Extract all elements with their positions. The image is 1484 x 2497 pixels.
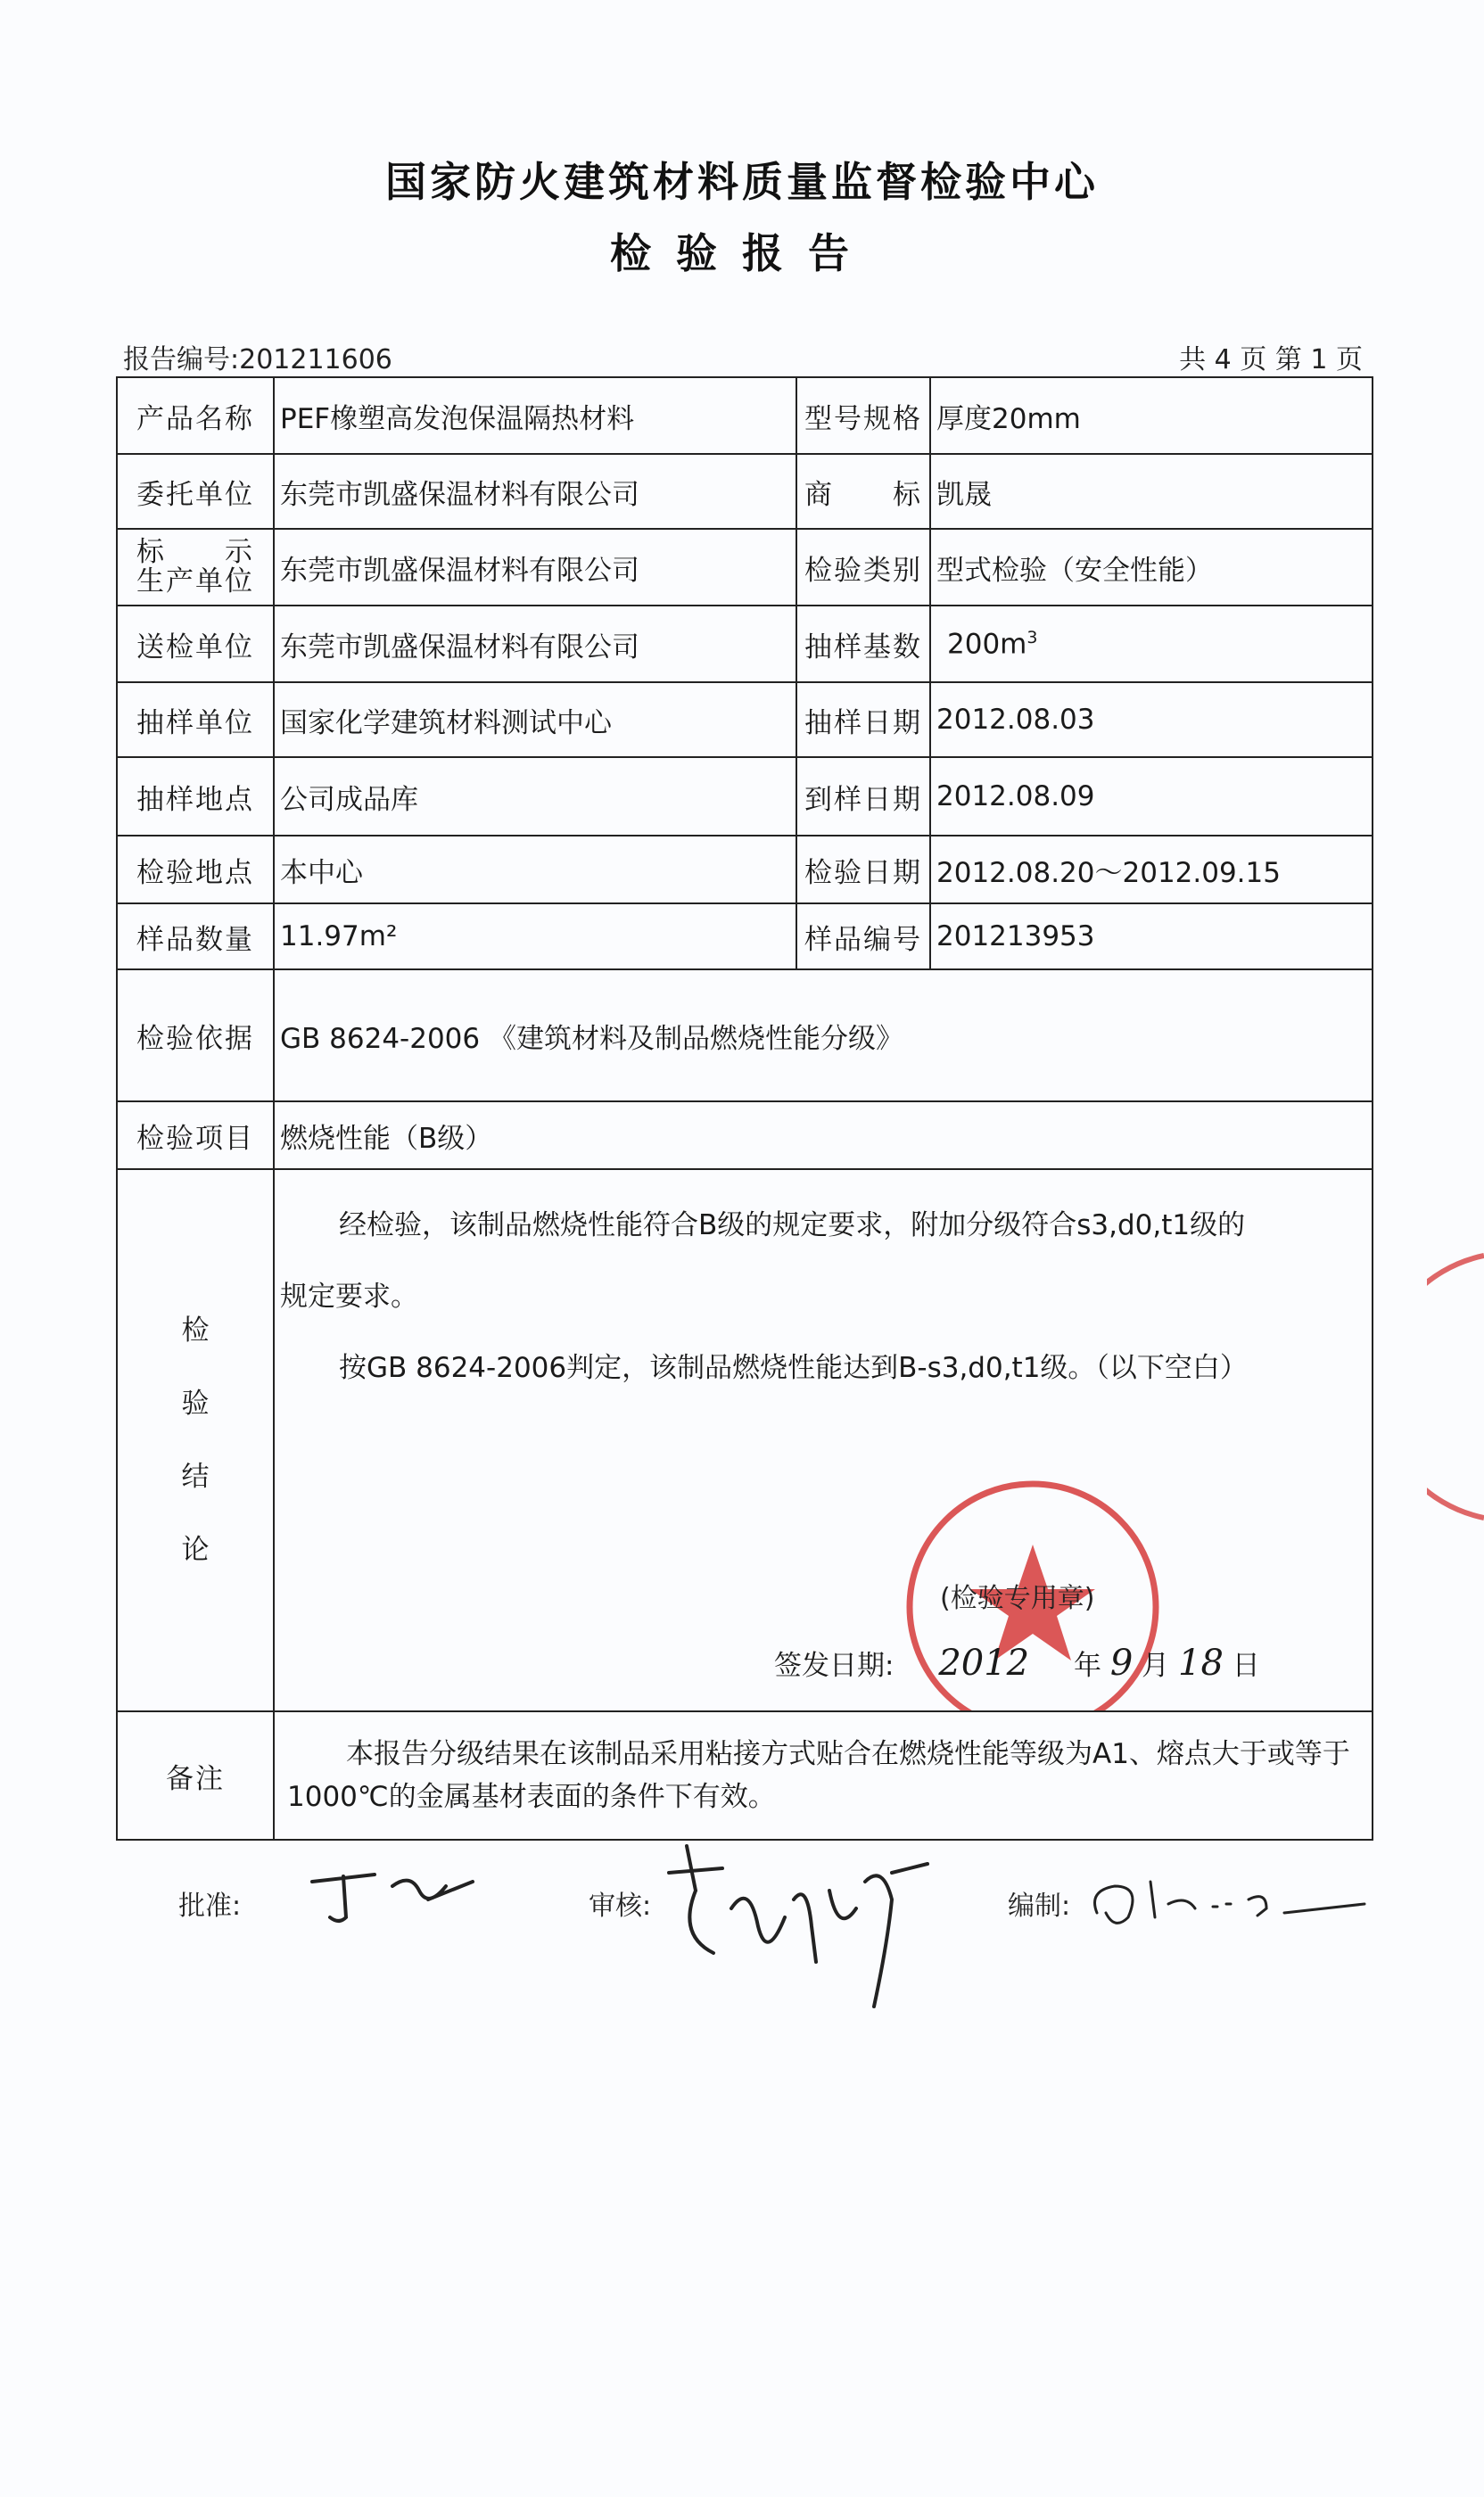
issue-day: 18 (1178, 1643, 1224, 1684)
table-row (117, 682, 1373, 757)
table-row (117, 903, 1373, 969)
inspection-date-value: 2012.08.20～2012.09.15 (930, 836, 1373, 903)
issue-date-label: 签发日期: (774, 1650, 895, 1682)
issue-day-char: 日 (1232, 1650, 1260, 1682)
review-label: 审核: (589, 1891, 652, 1922)
compile-signature (1079, 1864, 1373, 1935)
items-value: 燃烧性能（B级） (274, 1101, 1373, 1169)
conclusion-label-char: 检 (181, 1314, 210, 1347)
table-row (117, 1101, 1373, 1169)
conclusion-content (275, 1170, 1372, 1711)
table-row (117, 454, 1373, 529)
remarks-body (274, 1711, 1373, 1840)
manufacturer-label (117, 529, 274, 606)
conclusion-label (117, 1169, 274, 1711)
approve-signature (294, 1855, 491, 1935)
product-name-label: 产品名称 (117, 377, 274, 454)
table-row (117, 757, 1373, 836)
conclusion-label-char: 结 (181, 1461, 210, 1493)
report-number (123, 337, 392, 376)
conclusion-row (117, 1169, 1373, 1711)
report-number-label: 报告编号: (123, 344, 240, 375)
inspection-place-value: 本中心 (274, 836, 796, 903)
manufacturer-label-line1: 标 示 (136, 536, 254, 569)
table-row (117, 836, 1373, 903)
model-value: 厚度20mm (930, 377, 1373, 454)
sample-no-label: 样品编号 (796, 903, 930, 969)
remarks-text: 本报告分级结果在该制品采用粘接方式贴合在燃烧性能等级为A1、熔点大于或等于1000℃的金属基材表面的条件下有效。 (287, 1738, 1350, 1813)
model-label: 型号规格 (796, 377, 930, 454)
table-row (117, 969, 1373, 1101)
report-table (116, 376, 1373, 1841)
submitter-label: 送检单位 (117, 606, 274, 682)
seal-note: (检验专用章) (940, 1583, 1095, 1614)
approve-label: 批准: (178, 1891, 242, 1922)
arrival-date-label: 到样日期 (796, 757, 930, 836)
issue-year: 2012 (938, 1643, 1030, 1684)
trademark-value: 凯晟 (930, 454, 1373, 529)
table-row (117, 377, 1373, 454)
product-name-value: PEF橡塑高发泡保温隔热材料 (274, 377, 796, 454)
conclusion-line-2: 规定要求。 (280, 1281, 418, 1313)
arrival-date-value: 2012.08.09 (930, 757, 1373, 836)
sample-base-label: 抽样基数 (796, 606, 930, 682)
review-signature (660, 1828, 936, 2033)
sample-base-value (930, 606, 1373, 682)
sampling-place-value: 公司成品库 (274, 757, 796, 836)
submitter-value: 东莞市凯盛保温材料有限公司 (274, 606, 796, 682)
conclusion-label-char: 验 (181, 1388, 210, 1420)
items-label: 检验项目 (117, 1101, 274, 1169)
conclusion-body (274, 1169, 1373, 1711)
sample-base-number: 200m (947, 628, 1027, 661)
manufacturer-value: 东莞市凯盛保温材料有限公司 (274, 529, 796, 606)
sample-qty-label: 样品数量 (117, 903, 274, 969)
inspection-type-label: 检验类别 (796, 529, 930, 606)
sampler-value: 国家化学建筑材料测试中心 (274, 682, 796, 757)
sampling-place-label: 抽样地点 (117, 757, 274, 836)
remarks-label: 备注 (117, 1711, 274, 1840)
conclusion-label-char: 论 (181, 1534, 210, 1566)
conclusion-line-3: 按GB 8624-2006判定，该制品燃烧性能达到B-s3,d0,t1级。（以下空白） (339, 1352, 1248, 1384)
basis-label: 检验依据 (117, 969, 274, 1101)
compile-label: 编制: (1008, 1891, 1071, 1922)
inspection-place-label: 检验地点 (117, 836, 274, 903)
trademark-label: 商 标 (796, 454, 930, 529)
partial-seal-edge (1427, 1248, 1484, 1525)
sampler-label: 抽样单位 (117, 682, 274, 757)
sampling-date-label: 抽样日期 (796, 682, 930, 757)
report-org-title: 国家防火建筑材料质量监督检验中心 (385, 158, 1099, 206)
issue-year-char: 年 (1073, 1650, 1101, 1682)
basis-value: GB 8624-2006 《建筑材料及制品燃烧性能分级》 (274, 969, 1373, 1101)
client-value: 东莞市凯盛保温材料有限公司 (274, 454, 796, 529)
sample-qty-value: 11.97m² (274, 903, 796, 969)
sample-no-value: 201213953 (930, 903, 1373, 969)
table-row (117, 606, 1373, 682)
manufacturer-label-line2: 生产单位 (136, 565, 254, 597)
inspection-date-label: 检验日期 (796, 836, 930, 903)
report-title: 检验报告 (610, 229, 874, 277)
issue-date (774, 1643, 1260, 1684)
remarks-row (117, 1711, 1373, 1840)
page-count: 共 4 页 第 1 页 (1179, 344, 1363, 375)
client-label: 委托单位 (117, 454, 274, 529)
sampling-date-value: 2012.08.03 (930, 682, 1373, 757)
table-row (117, 529, 1373, 606)
sample-base-exponent: 3 (1026, 627, 1038, 647)
issue-month-char: 月 (1142, 1650, 1170, 1682)
report-number-value: 201211606 (239, 344, 392, 375)
conclusion-line-1: 经检验，该制品燃烧性能符合B级的规定要求，附加分级符合s3,d0,t1级的 (339, 1209, 1246, 1241)
issue-month: 9 (1109, 1643, 1134, 1684)
inspection-type-value: 型式检验（安全性能） (930, 529, 1373, 606)
